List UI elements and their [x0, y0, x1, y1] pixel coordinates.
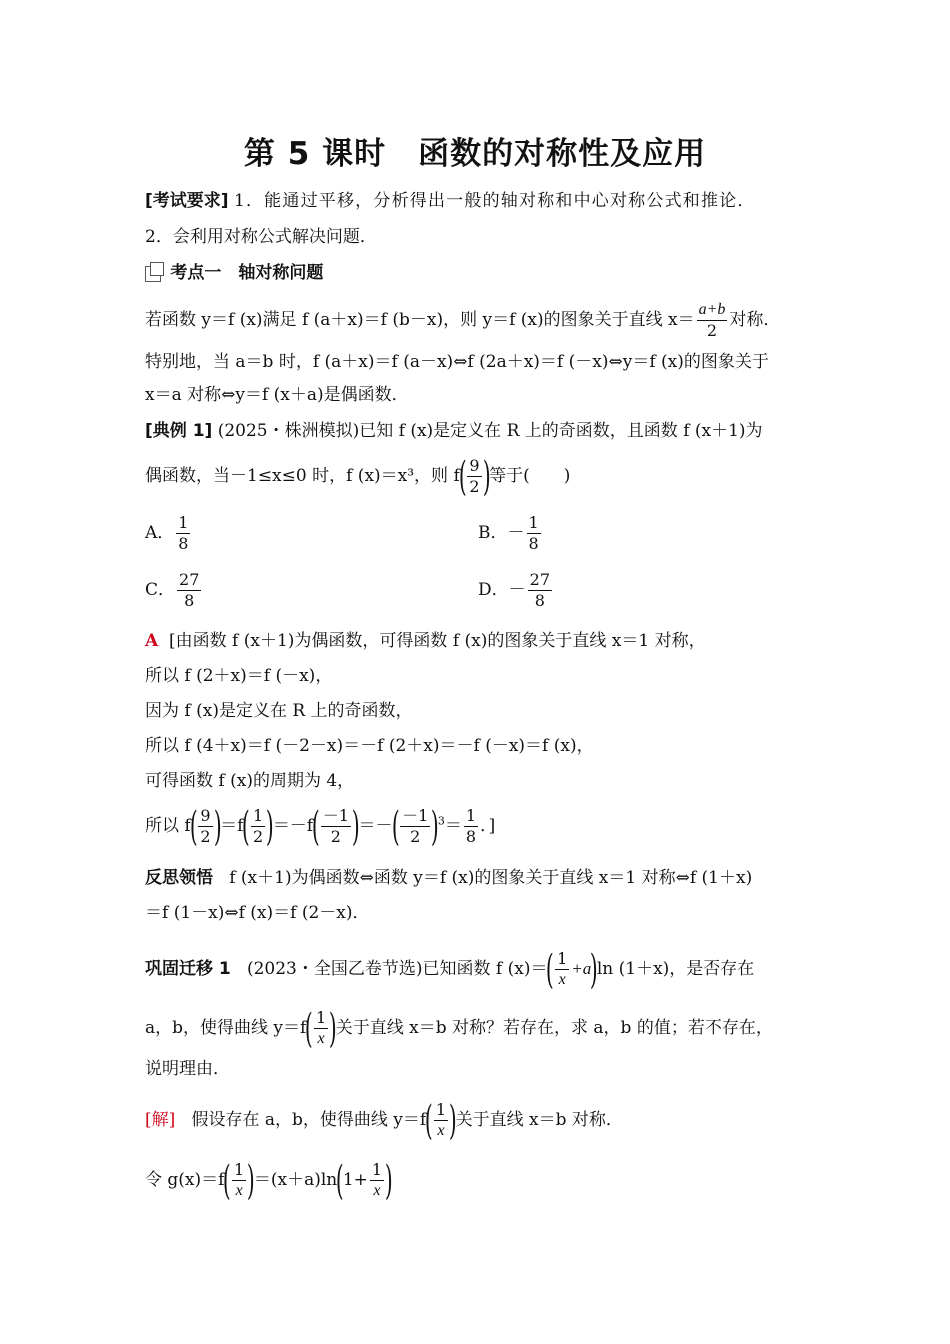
section-title: 考点一 轴对称问题: [170, 263, 324, 283]
fraction: [321, 806, 351, 847]
text: (2023・全国乙卷节选)已知函数 f (x)＝: [246, 959, 548, 979]
paren: ): [431, 803, 440, 850]
denominator: x: [235, 1182, 243, 1199]
solution-line4: 所以 f (4＋x)＝f (－2－x)＝－f (2＋x)＝－f (－x)＝f (x)，: [145, 736, 594, 756]
numerator: 1: [528, 513, 539, 532]
denominator: x: [437, 1122, 445, 1139]
text: 令 g(x)＝f: [145, 1170, 225, 1190]
denominator: 8: [178, 534, 189, 553]
numerator: －1: [402, 806, 429, 825]
fraction-a-plus-b-over-2: [697, 300, 728, 341]
fraction-denominator: 2: [469, 477, 480, 496]
section-marker-icon: [145, 266, 161, 282]
solution-label: [解]: [145, 1110, 176, 1130]
denominator: 2: [200, 827, 211, 846]
paren: (: [242, 803, 251, 850]
denominator: 8: [465, 827, 477, 846]
exam-requirements-line1: [145, 190, 756, 212]
exponent: 3: [437, 814, 445, 828]
text: +a: [571, 959, 592, 978]
numerator: 27: [529, 570, 550, 589]
paren: (: [189, 803, 198, 850]
numerator: 1: [371, 1160, 383, 1179]
paren: (: [425, 1097, 433, 1144]
example-1-text: (2025・株洲模拟)已知 f (x)是定义在 R 上的奇函数，且函数 f (x＋1)为: [217, 421, 763, 441]
requirements-text-1: 1．能通过平移，分析得出一般的轴对称和中心对称公式和推论．: [233, 191, 756, 211]
denominator: x: [317, 1030, 325, 1047]
paren: ): [329, 1005, 337, 1052]
fraction-numerator: 9: [469, 456, 480, 475]
option-d-value: [528, 570, 552, 611]
numerator: 1: [315, 1008, 327, 1027]
text: 关于直线 x＝b 对称．: [455, 1110, 623, 1130]
denominator: 2: [410, 827, 421, 846]
solution-line5: 可得函数 f (x)的周期为 4，: [145, 771, 355, 791]
transfer-line3: 说明理由．: [145, 1059, 230, 1079]
solution-line3: 因为 f (x)是定义在 R 上的奇函数，: [145, 701, 413, 721]
paren: ): [351, 803, 360, 850]
option-c-value: [177, 570, 201, 611]
text: ．]: [480, 816, 496, 836]
fraction: [464, 806, 478, 847]
numerator: 1: [234, 1160, 245, 1179]
paragraph-1-end: 对称．: [729, 310, 781, 330]
paragraph-3: x＝a 对称⇔y＝f (x＋a)是偶函数．: [145, 385, 409, 405]
page-title: 第 5 课时 函数的对称性及应用: [243, 136, 707, 172]
denominator: x: [373, 1182, 381, 1199]
requirements-label: [考试要求]: [145, 191, 229, 211]
paren: (: [305, 1005, 314, 1052]
numerator: 1: [557, 949, 568, 968]
numerator: －1: [322, 806, 349, 825]
paren: (: [391, 803, 400, 850]
solution-line2: 所以 f (2＋x)＝f (－x)，: [145, 666, 333, 686]
example-1-line1: [145, 420, 763, 442]
text: ＝: [444, 816, 462, 836]
option-a-value: [176, 513, 190, 554]
reflection-line2: ＝f (1－x)⇔f (x)＝f (2－x)．: [145, 903, 370, 923]
example-1-label: [典例 1]: [145, 421, 213, 441]
example-1-text-2-end: 等于( ): [489, 466, 571, 486]
denominator: 8: [528, 534, 539, 553]
text: ＝－f: [272, 816, 314, 836]
denominator: 2: [330, 827, 341, 846]
paragraph-2: 特别地，当 a＝b 时，f (a＋x)＝f (a－x)⇔f (2a＋x)＝f (－x)⇔y＝f (x)的图象关于: [145, 352, 769, 372]
fraction-numerator: a+b: [697, 300, 728, 321]
denominator: 8: [184, 591, 195, 610]
option-a-label: A．: [145, 523, 175, 543]
numerator: 1: [465, 806, 477, 825]
text: ＝f: [220, 816, 244, 836]
option-b-label: B．－: [478, 523, 525, 543]
fraction: [400, 806, 430, 847]
fraction: [314, 1008, 328, 1049]
solution-text-1: [由函数 f (x＋1)为偶函数，可得函数 f (x)的图象关于直线 x＝1 对称，: [169, 631, 706, 651]
text: ＝(x＋a)ln: [253, 1170, 338, 1190]
numerator: 1: [178, 513, 189, 532]
transfer-label: 巩固迁移 1: [145, 959, 231, 979]
paren: ): [448, 1097, 457, 1144]
example-1-text-2: 偶函数，当－1≤x≤0 时，f (x)＝x³，则 f: [145, 466, 460, 486]
paren: ): [266, 803, 274, 850]
fraction-denominator: 2: [706, 321, 718, 340]
paragraph-1: [145, 300, 780, 341]
fraction-9-over-2: [467, 456, 481, 497]
reflection-label: 反思领悟: [145, 868, 213, 888]
reflection-text-1: f (x＋1)为偶函数⇔函数 y＝f (x)的图象关于直线 x＝1 对称⇔f (1＋x): [229, 868, 753, 888]
example-1-line2: [145, 453, 571, 500]
paren: (: [223, 1157, 232, 1204]
paragraph-1-text: 若函数 y＝f (x)满足 f (a＋x)＝f (b－x)，则 y＝f (x)的图象关于直线 x＝: [145, 310, 695, 330]
text: 关于直线 x＝b 对称？若存在，求 a，b 的值；若不存在，: [335, 1018, 773, 1038]
answer-line2: [145, 1157, 393, 1204]
paren: ): [213, 803, 222, 850]
option-c[interactable]: [145, 570, 203, 611]
numerator: 9: [200, 806, 211, 825]
right-paren: ): [482, 453, 491, 500]
left-paren: (: [458, 453, 467, 500]
paren: ): [590, 946, 598, 993]
text: ln (1＋x)，是否存在: [596, 959, 755, 979]
denominator: x: [558, 971, 566, 988]
fraction: [198, 806, 212, 847]
option-c-label: C．: [145, 580, 176, 600]
option-d-label: D．－: [478, 580, 526, 600]
numerator: 27: [179, 570, 200, 589]
option-a[interactable]: [145, 513, 192, 554]
paren: (: [546, 946, 555, 993]
option-b[interactable]: [478, 513, 543, 554]
text: 假设存在 a，b，使得曲线 y＝f: [191, 1110, 427, 1130]
exam-requirements-line2: 2．会利用对称公式解决问题．: [145, 227, 377, 247]
reflection-line1: [145, 867, 752, 889]
option-b-value: [527, 513, 541, 554]
transfer-line1: [145, 946, 755, 993]
fraction: [251, 806, 265, 847]
denominator: 8: [534, 591, 545, 610]
answer-line1: [145, 1097, 623, 1144]
paren: (: [312, 803, 320, 850]
section-heading: [145, 262, 323, 284]
option-d[interactable]: [478, 570, 554, 611]
fraction: [555, 949, 569, 990]
numerator: 1: [253, 806, 264, 825]
numerator: 1: [435, 1100, 447, 1119]
paren: (: [336, 1157, 344, 1204]
text: 所以 f: [145, 816, 191, 836]
text: 1+: [342, 1170, 368, 1190]
text: a，b，使得曲线 y＝f: [145, 1018, 307, 1038]
denominator: 2: [253, 827, 264, 846]
fraction: [370, 1160, 384, 1201]
paren: ): [384, 1157, 393, 1204]
solution-line6: [145, 803, 496, 850]
fraction: [232, 1160, 246, 1201]
text: ＝－: [358, 816, 393, 836]
solution-line1: [145, 630, 706, 652]
transfer-line2: [145, 1005, 773, 1052]
paren: ): [247, 1157, 255, 1204]
fraction: [434, 1100, 448, 1141]
answer-letter: A: [145, 631, 159, 651]
